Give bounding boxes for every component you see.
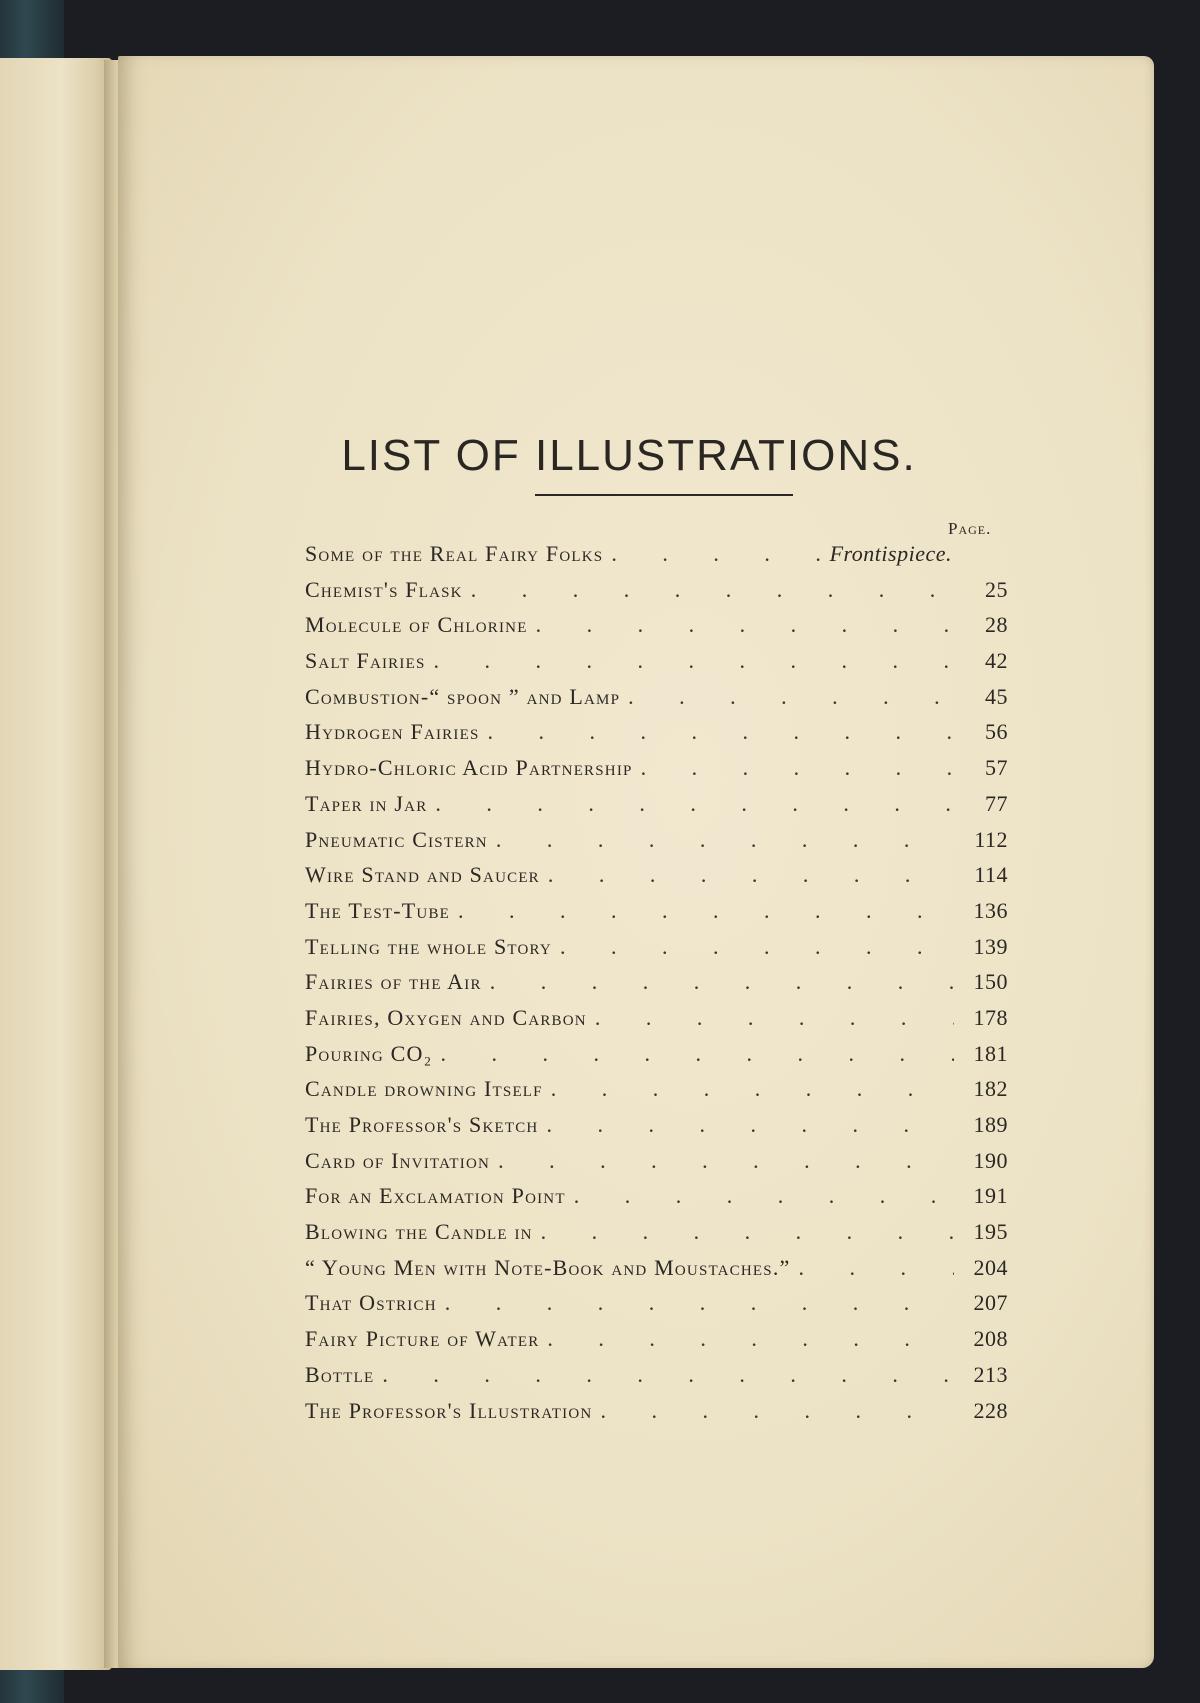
list-item <box>305 719 1008 755</box>
dot-leader <box>628 684 954 710</box>
list-item <box>305 648 1008 684</box>
entry-page: 189 <box>973 1112 1008 1137</box>
list-item <box>305 1005 1008 1041</box>
entry-label: Telling the whole Story <box>305 933 552 959</box>
dot-leader <box>496 827 954 853</box>
entry-page: 139 <box>973 933 1008 959</box>
entry-page: 228 <box>973 1397 1008 1423</box>
dot-leader <box>641 755 954 781</box>
list-item <box>305 827 1008 863</box>
left-page <box>0 58 112 1670</box>
list-item <box>305 969 1008 1005</box>
entry-page: 57 <box>985 755 1008 781</box>
dot-leader <box>441 1041 955 1067</box>
dot-leader <box>490 969 954 995</box>
list-item <box>305 862 1008 898</box>
entry-page: 182 <box>973 1076 1008 1102</box>
entry-page: 56 <box>985 719 1008 745</box>
entry-page: 178 <box>973 1004 1008 1030</box>
entry-label: Fairies, Oxygen and Carbon <box>305 1004 587 1030</box>
list-item <box>305 1041 1008 1077</box>
entry-label: Blowing the Candle in <box>305 1219 533 1245</box>
list-item <box>305 755 1008 791</box>
list-item <box>305 791 1008 827</box>
dot-leader <box>488 719 955 745</box>
entry-label: Pneumatic Cistern <box>305 826 488 852</box>
page-column-label: Page. <box>948 519 992 538</box>
entry-page: 181 <box>973 1040 1008 1066</box>
dot-leader <box>574 1183 954 1209</box>
dot-leader <box>548 862 954 888</box>
entry-page: 112 <box>974 826 1008 852</box>
entry-label: Chemist's Flask <box>305 576 463 602</box>
entry-label: Hydrogen Fairies <box>305 719 480 745</box>
entry-label: Molecule of Chlorine <box>305 612 528 638</box>
dot-leader <box>798 1255 954 1281</box>
dot-leader <box>382 1362 954 1388</box>
list-item <box>305 1076 1008 1112</box>
list-item <box>305 1290 1008 1326</box>
dot-leader <box>536 612 954 638</box>
entry-label: Combustion-“ spoon ” and Lamp <box>305 683 621 709</box>
entry-page: 45 <box>985 683 1008 709</box>
entry-page: 136 <box>973 897 1008 923</box>
dot-leader <box>458 898 954 924</box>
entry-label: Taper in Jar <box>305 790 428 816</box>
entry-page: 190 <box>973 1147 1008 1173</box>
entry-label: Fairies of the Air <box>305 969 482 995</box>
entry-label: Salt Fairies <box>305 648 426 674</box>
list-item <box>305 1112 1008 1148</box>
dot-leader <box>595 1005 954 1031</box>
list-item <box>305 1183 1008 1219</box>
entry-page: 25 <box>985 576 1008 602</box>
entry-page: 42 <box>985 648 1008 674</box>
list-item <box>305 1255 1008 1291</box>
entry-label: The Professor's Sketch <box>305 1112 539 1137</box>
entry-label: Wire Stand and Saucer <box>305 862 540 888</box>
entry-page: 150 <box>973 969 1008 995</box>
list-item <box>305 541 1008 577</box>
dot-leader <box>600 1398 954 1424</box>
page-title: LIST OF ILLUSTRATIONS. <box>341 431 917 481</box>
entry-label: That Ostrich <box>305 1290 437 1316</box>
dot-leader <box>560 934 954 960</box>
entry-page: 195 <box>973 1219 1008 1245</box>
entry-label: The Test-Tube <box>305 897 451 923</box>
entry-page: 208 <box>973 1326 1008 1352</box>
list-item <box>305 684 1008 720</box>
dot-leader <box>435 791 954 817</box>
illustrations-list <box>305 541 1008 1433</box>
entry-label: Bottle <box>305 1361 375 1387</box>
list-item <box>305 1148 1008 1184</box>
list-item <box>305 1326 1008 1362</box>
list-item <box>305 1362 1008 1398</box>
entry-page: Frontispiece. <box>829 541 952 566</box>
dot-leader <box>611 541 821 567</box>
entry-page: 114 <box>974 862 1008 888</box>
entry-page: 213 <box>973 1361 1008 1387</box>
entry-page: 191 <box>973 1183 1008 1209</box>
dot-leader <box>551 1076 954 1102</box>
entry-page: 77 <box>985 790 1008 816</box>
dot-leader <box>541 1219 954 1245</box>
dot-leader <box>547 1326 954 1352</box>
entry-label: Hydro-Chloric Acid Partnership <box>305 755 633 781</box>
list-item <box>305 934 1008 970</box>
list-item <box>305 1398 1008 1434</box>
dot-leader <box>546 1112 954 1138</box>
entry-label: The Professor's Illustration <box>305 1397 593 1423</box>
entry-label: Fairy Picture of Water <box>305 1326 540 1352</box>
list-item <box>305 898 1008 934</box>
dot-leader <box>445 1290 954 1316</box>
list-item <box>305 1219 1008 1255</box>
entry-label: Some of the Real Fairy Folks <box>305 541 604 566</box>
dot-leader <box>471 577 954 603</box>
dot-leader <box>433 648 954 674</box>
list-item <box>305 577 1008 613</box>
list-item <box>305 612 1008 648</box>
dot-leader <box>498 1148 954 1174</box>
entry-label: Pouring CO₂ <box>305 1040 433 1066</box>
entry-label: Candle drowning Itself <box>305 1076 543 1102</box>
title-rule <box>535 494 793 496</box>
entry-label: For an Exclamation Point <box>305 1183 566 1209</box>
entry-label: “ Young Men with Note-Book and Moustaches.” <box>305 1254 791 1280</box>
entry-page: 207 <box>973 1290 1008 1316</box>
entry-label: Card of Invitation <box>305 1147 491 1173</box>
entry-page: 204 <box>973 1254 1008 1280</box>
entry-page: 28 <box>985 612 1008 638</box>
